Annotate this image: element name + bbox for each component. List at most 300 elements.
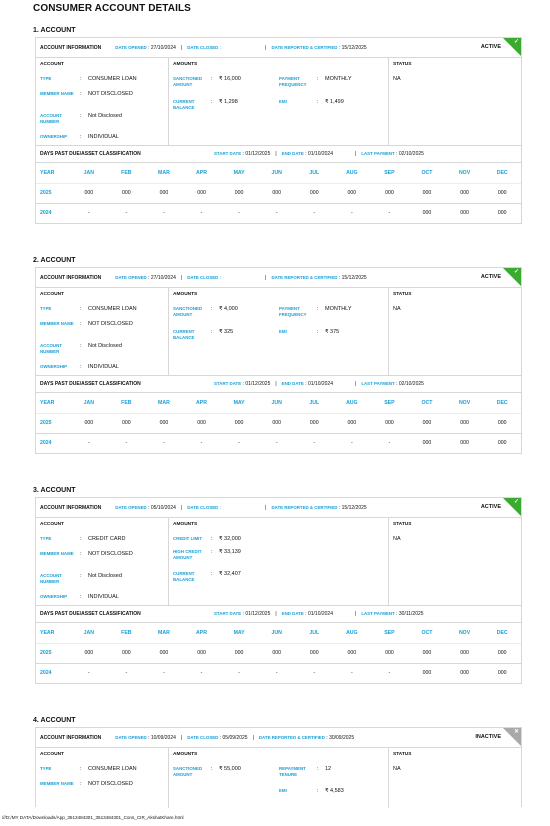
check-icon: ✓: [513, 269, 519, 275]
colon: :: [80, 781, 82, 787]
date-opened-value: : 27/10/2024: [148, 274, 176, 281]
end-date-label: END DATE: [281, 611, 304, 616]
amounts-column-title: AMOUNTS: [173, 292, 198, 297]
date-reported-value: : 30/09/2025: [326, 734, 355, 741]
amount-label: SANCTIONED AMOUNT: [173, 766, 203, 777]
separator: |: [275, 151, 277, 157]
member-name-label: MEMBER NAME: [40, 781, 74, 786]
account-number-label: ACCOUNT NUMBER: [40, 343, 62, 354]
date-reported-label: DATE REPORTED & CERTIFIED: [258, 734, 325, 740]
date-reported-label: DATE REPORTED & CERTIFIED: [271, 274, 338, 280]
dpd-cell: 000: [258, 183, 296, 203]
status-column-title: STATUS: [393, 292, 412, 297]
month-header: NOV: [446, 163, 484, 183]
dpd-cell: 000: [258, 413, 296, 433]
dpd-cell: -: [275, 670, 278, 677]
dpd-row: [36, 663, 521, 683]
amount-value: MONTHLY: [325, 306, 352, 312]
account-info-label: ACCOUNT INFORMATION: [40, 734, 102, 741]
type-value: CREDIT CARD: [88, 536, 126, 542]
colon: :: [80, 134, 82, 140]
type-label: TYPE: [40, 766, 52, 771]
amount-label: PAYMENT FREQUENCY: [279, 306, 307, 317]
dpd-row: [36, 183, 521, 203]
dpd-cell: 000: [333, 413, 371, 433]
dpd-cell: -: [388, 670, 391, 677]
colon: :: [80, 594, 82, 600]
dpd-cell: 000: [183, 413, 221, 433]
month-header: FEB: [108, 393, 146, 413]
colon: :: [80, 573, 82, 579]
status-badge: INACTIVE: [475, 734, 501, 740]
account-number-value: Not Disclosed: [88, 573, 122, 579]
colon: :: [211, 76, 213, 82]
dpd-cell: -: [238, 440, 240, 447]
amount-value: ₹ 32,407: [219, 571, 241, 577]
status-column-title: STATUS: [393, 752, 412, 757]
separator: |: [275, 611, 277, 617]
amounts-column-title: AMOUNTS: [173, 752, 198, 757]
colon: :: [80, 766, 82, 772]
amount-label: SANCTIONED AMOUNT: [173, 306, 203, 317]
dpd-row: [36, 413, 521, 433]
check-icon: ✓: [513, 499, 519, 505]
ownership-value: INDIVIDUAL: [88, 134, 119, 140]
account-number-label: ACCOUNT NUMBER: [40, 113, 62, 124]
account-section: [33, 487, 523, 677]
dpd-cell: 000: [70, 413, 108, 433]
last-payment-value: : 02/10/2025: [396, 381, 424, 387]
colon: :: [317, 76, 319, 82]
account-number-label: ACCOUNT NUMBER: [40, 573, 62, 584]
ownership-label: OWNERSHIP: [40, 594, 68, 599]
amount-value: ₹ 33,139: [219, 549, 241, 555]
date-opened-label: DATE OPENED: [115, 734, 147, 740]
month-header: OCT: [408, 393, 446, 413]
amount-label: REPAYMENT TENURE: [279, 766, 306, 777]
dpd-cell: -: [275, 440, 278, 447]
colon: :: [317, 329, 319, 335]
date-closed-value: : 05/09/2025: [219, 734, 248, 741]
account-column-title: ACCOUNT: [40, 522, 64, 527]
month-header: JUL: [295, 393, 333, 413]
dpd-cell: 000: [446, 183, 484, 203]
amount-value: ₹ 55,000: [219, 766, 241, 772]
status-column-title: STATUS: [393, 522, 412, 527]
dpd-row: [36, 433, 521, 453]
account-column-title: ACCOUNT: [40, 292, 64, 297]
account-info-bar: [36, 728, 521, 748]
dpd-title: DAYS PAST DUE/ASSET CLASSIFICATION: [40, 381, 141, 387]
colon: :: [80, 76, 82, 82]
dpd-cell: -: [163, 440, 165, 447]
end-date-value: : 01/10/2024: [305, 611, 333, 617]
month-header: MAY: [220, 393, 258, 413]
account-column: [36, 748, 169, 808]
dpd-cell: -: [388, 440, 391, 447]
account-details: [36, 518, 521, 606]
dpd-cell: 000: [422, 440, 432, 447]
amount-label: EMI: [279, 329, 287, 334]
member-name-value: NOT DISCLOSED: [88, 781, 133, 787]
month-header: AUG: [333, 623, 371, 643]
dpd-cell: 000: [108, 413, 146, 433]
date-reported-label: DATE REPORTED & CERTIFIED: [271, 504, 338, 510]
date-reported-value: : 15/12/2025: [338, 274, 367, 281]
date-opened-label: DATE OPENED: [115, 274, 147, 280]
account-details: [36, 288, 521, 376]
month-header: NOV: [446, 623, 484, 643]
month-header: MAY: [220, 163, 258, 183]
amount-value: ₹ 375: [325, 329, 340, 335]
account-section: [33, 717, 523, 794]
dpd-table: [36, 623, 521, 683]
status-badge: ACTIVE: [480, 274, 501, 280]
year-cell: 2025: [36, 643, 70, 663]
end-date-value: : 01/10/2024: [305, 381, 333, 387]
colon: :: [80, 113, 82, 119]
colon: :: [211, 766, 213, 772]
dpd-cell: -: [313, 210, 316, 217]
dpd-cell: -: [200, 670, 203, 677]
month-header: SEP: [371, 393, 409, 413]
dpd-header-row: [36, 163, 521, 183]
dpd-cell: 000: [295, 183, 333, 203]
month-header: SEP: [371, 623, 409, 643]
month-header: SEP: [371, 163, 409, 183]
year-cell: 2025: [36, 413, 70, 433]
month-header: MAY: [220, 623, 258, 643]
dpd-cell: 000: [497, 440, 507, 447]
month-header: DEC: [483, 623, 521, 643]
dpd-cell: -: [238, 670, 240, 677]
page-title: CONSUMER ACCOUNT DETAILS: [33, 3, 191, 14]
dpd-cell: 000: [371, 413, 409, 433]
month-header: JUL: [295, 623, 333, 643]
date-closed-label: DATE CLOSED: [187, 44, 219, 50]
amount-label: HIGH CREDIT AMOUNT: [173, 549, 202, 560]
dpd-cell: -: [87, 440, 90, 447]
amount-label: CURRENT BALANCE: [173, 99, 195, 110]
month-header: APR: [183, 623, 221, 643]
date-opened-value: : 27/10/2024: [148, 44, 176, 51]
dpd-cell: -: [350, 670, 353, 677]
account-column-title: ACCOUNT: [40, 62, 64, 67]
member-name-value: NOT DISCLOSED: [88, 551, 133, 557]
dpd-cell: 000: [70, 183, 108, 203]
dpd-cell: 000: [295, 643, 333, 663]
dpd-cell: -: [350, 440, 353, 447]
dpd-cell: -: [163, 670, 165, 677]
status-value: NA: [393, 76, 401, 82]
account-card: [35, 37, 522, 224]
status-badge: ACTIVE: [480, 504, 501, 510]
account-heading: 2. ACCOUNT: [33, 257, 76, 264]
account-card: [35, 727, 522, 807]
status-column: [389, 288, 521, 375]
colon: :: [80, 306, 82, 312]
date-opened-label: DATE OPENED: [115, 44, 147, 50]
separator: |: [180, 274, 183, 281]
dpd-cell: -: [388, 210, 391, 217]
dpd-cell: 000: [497, 210, 507, 217]
start-date-value: : 01/12/2025: [242, 151, 271, 157]
dpd-cell: 000: [408, 413, 446, 433]
month-header: APR: [183, 393, 221, 413]
member-name-label: MEMBER NAME: [40, 551, 74, 556]
separator: |: [275, 381, 277, 387]
footer-file-path: ///D:/MY DATA/Downloads/App_3513484301_3513484301_Cons_CIR_AkshatKhare.html: [2, 815, 184, 820]
year-cell: 2025: [36, 183, 70, 203]
dpd-cell: 000: [460, 440, 469, 447]
year-cell: 2024: [40, 440, 52, 447]
dpd-cell: -: [125, 670, 128, 677]
separator: |: [265, 274, 267, 281]
amounts-column: [169, 288, 389, 375]
account-number-value: Not Disclosed: [88, 113, 122, 119]
date-closed-label: DATE CLOSED: [187, 734, 219, 740]
month-header: DEC: [483, 163, 521, 183]
account-section: [33, 257, 523, 447]
dpd-cell: -: [238, 210, 240, 217]
dpd-cell: 000: [333, 643, 371, 663]
separator: |: [355, 611, 357, 617]
account-column: [36, 58, 169, 145]
colon: :: [317, 99, 319, 105]
dpd-cell: -: [313, 670, 316, 677]
dpd-table: [36, 163, 521, 223]
dpd-cell: 000: [371, 643, 409, 663]
colon: :: [211, 571, 213, 577]
dpd-cell: 000: [145, 643, 183, 663]
month-header: FEB: [108, 163, 146, 183]
account-number-value: Not Disclosed: [88, 343, 122, 349]
dpd-header-row: [36, 393, 521, 413]
colon: :: [80, 364, 82, 370]
date-closed-value: :: [219, 274, 222, 281]
dpd-cell: 000: [408, 643, 446, 663]
amounts-column: [169, 748, 389, 808]
colon: :: [80, 551, 82, 557]
dpd-cell: -: [200, 210, 203, 217]
type-label: TYPE: [40, 306, 52, 311]
account-info-label: ACCOUNT INFORMATION: [40, 44, 102, 51]
month-header: DEC: [483, 393, 521, 413]
end-date-value: : 01/10/2024: [305, 151, 333, 157]
dpd-cell: 000: [220, 183, 258, 203]
account-card: [35, 267, 522, 454]
dpd-cell: 000: [483, 643, 521, 663]
account-heading: 1. ACCOUNT: [33, 27, 76, 34]
amount-value: ₹ 4,583: [325, 788, 344, 794]
dpd-cell: 000: [183, 183, 221, 203]
account-info-label: ACCOUNT INFORMATION: [40, 274, 102, 281]
type-label: TYPE: [40, 76, 52, 81]
account-info-bar: [36, 268, 521, 288]
start-date-value: : 01/12/2025: [242, 381, 271, 387]
colon: :: [317, 766, 319, 772]
dpd-header-row: [36, 623, 521, 643]
member-name-value: NOT DISCLOSED: [88, 321, 133, 327]
separator: |: [265, 504, 267, 511]
colon: :: [317, 306, 319, 312]
ownership-label: OWNERSHIP: [40, 364, 68, 369]
amounts-column-title: AMOUNTS: [173, 522, 198, 527]
colon: :: [211, 549, 213, 555]
dpd-cell: 000: [220, 643, 258, 663]
amount-label: EMI: [279, 788, 287, 793]
month-header: AUG: [333, 163, 371, 183]
status-column: [389, 58, 521, 145]
dpd-cell: 000: [460, 210, 469, 217]
status-column-title: STATUS: [393, 62, 412, 67]
amounts-column-title: AMOUNTS: [173, 62, 198, 67]
dpd-cell: -: [125, 210, 128, 217]
date-closed-value: :: [219, 44, 222, 51]
separator: |: [180, 734, 183, 741]
dpd-bar: [36, 606, 521, 623]
dpd-cell: 000: [371, 183, 409, 203]
type-label: TYPE: [40, 536, 52, 541]
dpd-cell: -: [275, 210, 278, 217]
last-payment-value: : 30/11/2025: [396, 611, 424, 617]
dpd-cell: 000: [422, 210, 432, 217]
ownership-label: OWNERSHIP: [40, 134, 68, 139]
dpd-cell: 000: [70, 643, 108, 663]
dpd-cell: 000: [422, 670, 432, 677]
type-value: CONSUMER LOAN: [88, 306, 137, 312]
month-header: OCT: [408, 163, 446, 183]
dpd-cell: 000: [483, 183, 521, 203]
dpd-cell: -: [200, 440, 203, 447]
month-header: JAN: [70, 393, 108, 413]
amount-value: ₹ 4,000: [219, 306, 238, 312]
dpd-cell: -: [87, 670, 90, 677]
colon: :: [80, 321, 82, 327]
amount-label: EMI: [279, 99, 287, 104]
amount-label: CURRENT BALANCE: [173, 329, 195, 340]
dpd-cell: -: [163, 210, 165, 217]
month-header: AUG: [333, 393, 371, 413]
month-header: FEB: [108, 623, 146, 643]
month-header: JAN: [70, 163, 108, 183]
member-name-value: NOT DISCLOSED: [88, 91, 133, 97]
colon: :: [211, 99, 213, 105]
year-header: YEAR: [36, 623, 70, 643]
month-header: NOV: [446, 393, 484, 413]
separator: |: [355, 381, 357, 387]
date-closed-label: DATE CLOSED: [187, 504, 219, 510]
amount-value: ₹ 325: [219, 329, 234, 335]
account-section: [33, 27, 523, 217]
colon: :: [80, 343, 82, 349]
month-header: APR: [183, 163, 221, 183]
account-info-bar: [36, 38, 521, 58]
month-header: MAR: [145, 623, 183, 643]
status-column: [389, 518, 521, 605]
end-date-label: END DATE: [281, 151, 304, 156]
type-value: CONSUMER LOAN: [88, 766, 137, 772]
amount-value: 12: [325, 766, 332, 772]
last-payment-label: LAST PAYMENT: [361, 151, 395, 156]
dpd-cell: 000: [483, 413, 521, 433]
account-details: [36, 748, 521, 808]
date-opened-label: DATE OPENED: [115, 504, 147, 510]
start-date-value: : 01/12/2025: [242, 611, 271, 617]
status-badge: ACTIVE: [480, 44, 501, 50]
account-details: [36, 58, 521, 146]
account-card: [35, 497, 522, 684]
dpd-cell: 000: [295, 413, 333, 433]
account-info-label: ACCOUNT INFORMATION: [40, 504, 102, 511]
dpd-cell: 000: [108, 643, 146, 663]
dpd-cell: 000: [258, 643, 296, 663]
amount-label: CREDIT LIMIT: [173, 536, 203, 541]
account-info-bar: [36, 498, 521, 518]
status-value: NA: [393, 766, 401, 772]
separator: |: [180, 504, 183, 511]
year-cell: 2024: [40, 670, 52, 677]
dpd-cell: 000: [145, 183, 183, 203]
dpd-cell: -: [87, 210, 90, 217]
year-cell: 2024: [40, 210, 52, 217]
colon: :: [80, 536, 82, 542]
status-column: [389, 748, 521, 808]
colon: :: [211, 306, 213, 312]
dpd-cell: 000: [145, 413, 183, 433]
year-header: YEAR: [36, 393, 70, 413]
dpd-cell: -: [313, 440, 316, 447]
dpd-cell: -: [350, 210, 353, 217]
colon: :: [211, 329, 213, 335]
date-closed-label: DATE CLOSED: [187, 274, 219, 280]
account-column-title: ACCOUNT: [40, 752, 64, 757]
amount-label: PAYMENT FREQUENCY: [279, 76, 307, 87]
last-payment-value: : 02/10/2025: [396, 151, 424, 157]
dpd-cell: 000: [446, 413, 484, 433]
amounts-column: [169, 518, 389, 605]
separator: |: [180, 44, 183, 51]
dpd-bar: [36, 376, 521, 393]
dpd-cell: 000: [460, 670, 469, 677]
dpd-bar: [36, 146, 521, 163]
account-heading: 4. ACCOUNT: [33, 717, 76, 724]
separator: |: [252, 734, 254, 741]
amount-value: MONTHLY: [325, 76, 352, 82]
check-icon: ✓: [513, 39, 519, 45]
date-opened-value: : 10/09/2024: [148, 734, 176, 741]
account-column: [36, 288, 169, 375]
dpd-cell: 000: [497, 670, 507, 677]
end-date-label: END DATE: [281, 381, 304, 386]
dpd-title: DAYS PAST DUE/ASSET CLASSIFICATION: [40, 611, 141, 617]
month-header: MAR: [145, 393, 183, 413]
month-header: JUN: [258, 163, 296, 183]
start-date-label: START DATE: [214, 151, 242, 156]
dpd-cell: 000: [446, 643, 484, 663]
dpd-cell: 000: [408, 183, 446, 203]
dpd-cell: -: [125, 440, 128, 447]
dpd-title: DAYS PAST DUE/ASSET CLASSIFICATION: [40, 151, 141, 157]
account-column: [36, 518, 169, 605]
month-header: JAN: [70, 623, 108, 643]
month-header: JUL: [295, 163, 333, 183]
dpd-cell: 000: [333, 183, 371, 203]
last-payment-label: LAST PAYMENT: [361, 381, 395, 386]
close-icon: ✕: [513, 729, 519, 735]
status-value: NA: [393, 536, 401, 542]
separator: |: [355, 151, 357, 157]
